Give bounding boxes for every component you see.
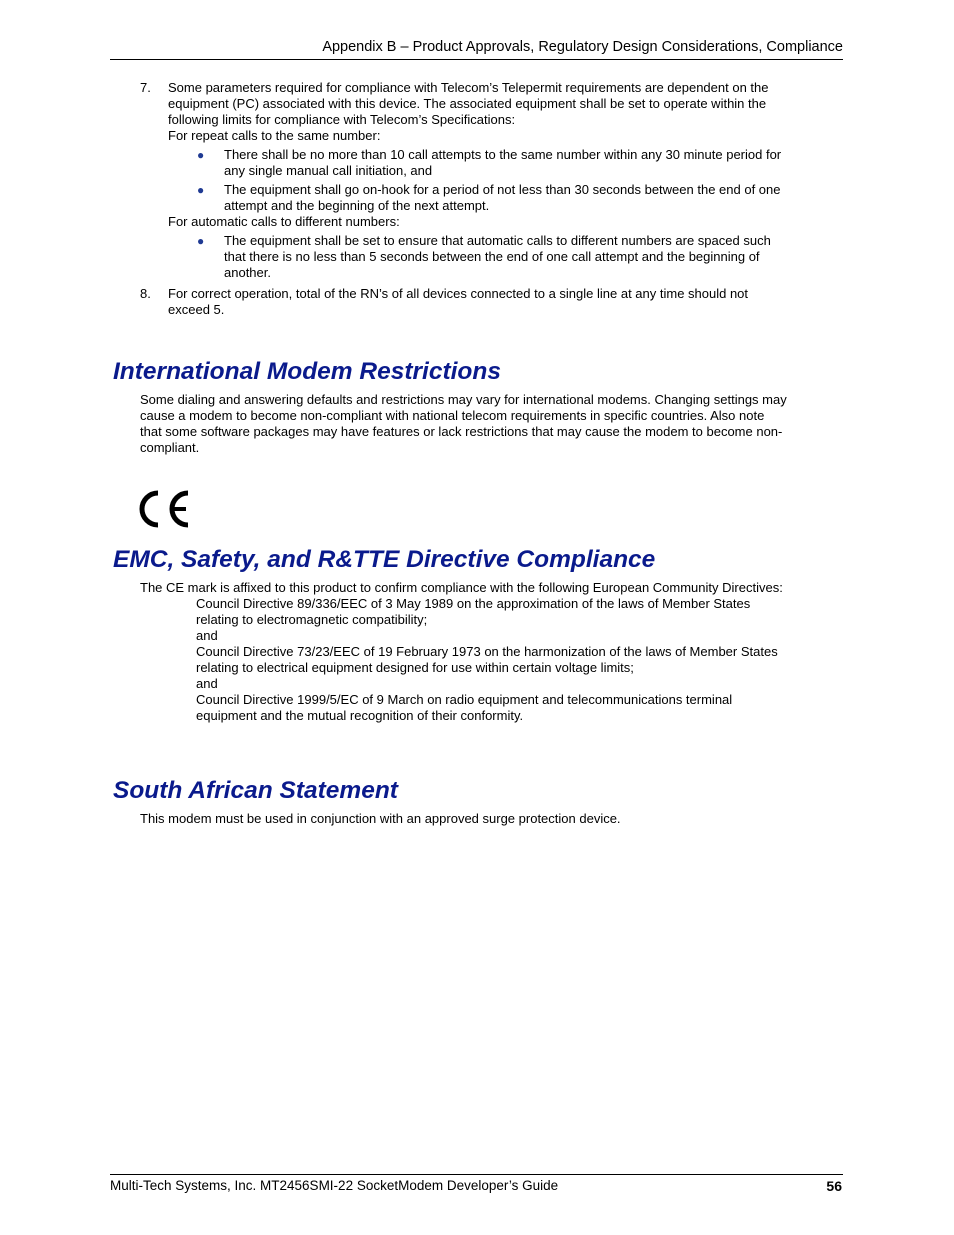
auto-calls-heading: For automatic calls to different numbers: — [168, 214, 400, 229]
directive-line: and — [196, 676, 218, 691]
intl-heading: International Modem Restrictions — [113, 358, 501, 385]
bullet-line: another. — [224, 265, 271, 280]
ce-mark-icon — [138, 489, 194, 529]
bullet-item — [224, 233, 771, 281]
intl-line: compliant. — [140, 440, 200, 455]
intl-paragraph — [140, 392, 787, 456]
item-8-text — [168, 286, 748, 318]
item-8-line: exceed 5. — [168, 302, 225, 317]
intl-line: that some software packages may have features or lack restrictions that may cause the modem to become non- — [140, 424, 783, 439]
directive-line: Council Directive 89/336/EEC of 3 May 1989 on the approximation of the laws of Member States — [196, 596, 751, 611]
directive-line: relating to electrical equipment designed for use within certain voltage limits; — [196, 660, 634, 675]
page-number: 56 — [826, 1178, 842, 1194]
bullet-line: any single manual call initiation, and — [224, 163, 433, 178]
item-8-line: For correct operation, total of the RN’s of all devices connected to a single line at any time should not — [168, 286, 749, 301]
directive-line: equipment and the mutual recognition of their conformity. — [196, 708, 524, 723]
running-header: Appendix B – Product Approvals, Regulatory Design Considerations, Compliance — [322, 39, 843, 55]
intl-line: cause a modem to become non-compliant with national telecom requirements in specific countries. Also note — [140, 408, 765, 423]
intl-line: Some dialing and answering defaults and restrictions may vary for international modems. Changing settings may — [140, 392, 787, 407]
bullet-item — [224, 182, 781, 214]
directive-line: Council Directive 1999/5/EC of 9 March on radio equipment and telecommunications terminal — [196, 692, 733, 707]
bullet-line: There shall be no more than 10 call attempts to the same number within any 30 minute period for — [224, 147, 782, 162]
directive-line: and — [196, 628, 218, 643]
bullet-line: The equipment shall be set to ensure that automatic calls to different numbers are spaced such — [224, 233, 771, 248]
item-7-line: Some parameters required for compliance with Telecom’s Telepermit requirements are dependent on the — [168, 80, 769, 95]
bullet-item — [224, 147, 781, 179]
list-number-8: 8. — [140, 286, 151, 301]
bullet-line: attempt and the beginning of the next attempt. — [224, 198, 490, 213]
footer-title: Multi-Tech Systems, Inc. MT2456SMI-22 SocketModem Developer’s Guide — [110, 1178, 559, 1193]
repeat-calls-heading: For repeat calls to the same number: — [168, 128, 381, 143]
directive-line: Council Directive 73/23/EEC of 19 February 1973 on the harmonization of the laws of Member States — [196, 644, 778, 659]
bullet-icon: ● — [197, 183, 205, 197]
south-africa-heading: South African Statement — [113, 777, 398, 804]
bullet-icon: ● — [197, 148, 205, 162]
item-7-line: following limits for compliance with Telecom’s Specifications: — [168, 112, 516, 127]
emc-heading: EMC, Safety, and R&TTE Directive Compliance — [113, 546, 656, 573]
item-7-text — [168, 80, 769, 144]
list-number-7: 7. — [140, 80, 151, 95]
directive-line: relating to electromagnetic compatibility; — [196, 612, 428, 627]
emc-directives — [196, 596, 778, 724]
header-rule — [110, 59, 843, 60]
south-africa-text: This modem must be used in conjunction with an approved surge protection device. — [140, 811, 621, 826]
item-7-line: equipment (PC) associated with this device. The associated equipment shall be set to operate within the — [168, 96, 767, 111]
bullet-line: The equipment shall go on-hook for a period of not less than 30 seconds between the end of one — [224, 182, 781, 197]
bullet-icon: ● — [197, 234, 205, 248]
emc-intro: The CE mark is affixed to this product to confirm compliance with the following European Community Directives: — [140, 580, 783, 595]
footer-rule — [110, 1174, 843, 1175]
bullet-line: that there is no less than 5 seconds between the end of one call attempt and the beginning of — [224, 249, 760, 264]
